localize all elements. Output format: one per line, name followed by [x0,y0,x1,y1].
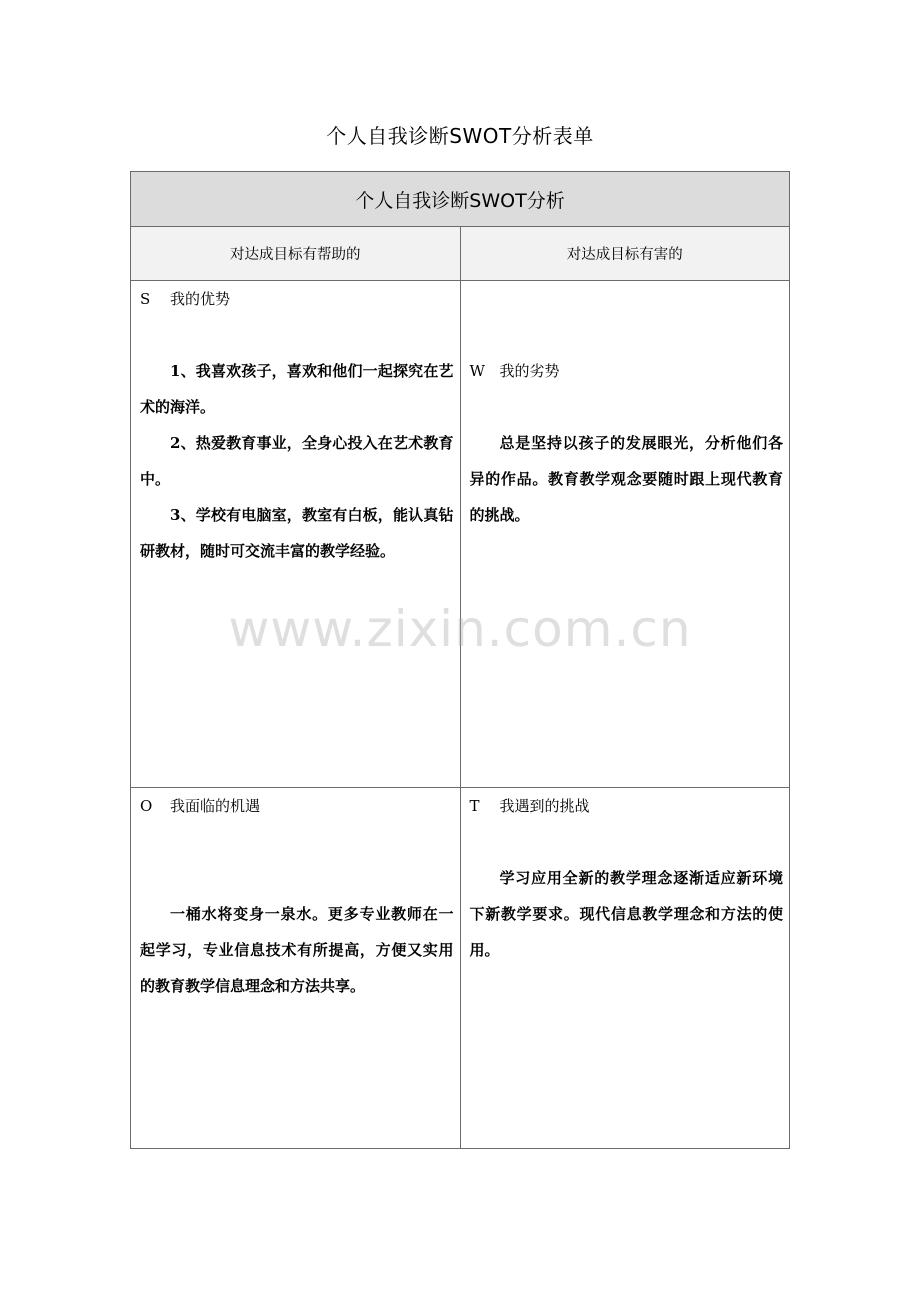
strengths-letter: S [140,290,151,308]
threats-heading [470,788,784,824]
weaknesses-body [470,425,784,533]
column-header-harmful: 对达成目标有害的 [460,227,790,281]
weaknesses-title: 我的劣势 [499,362,560,380]
opportunities-title: 我面临的机遇 [170,797,261,815]
document-title: 个人自我诊断SWOT分析表单 [326,124,594,148]
strengths-paragraph: 1、我喜欢孩子，喜欢和他们一起探究在艺术的海洋。 [140,362,454,416]
swot-table [130,171,790,1149]
opportunities-heading [140,788,454,824]
opportunities-body [140,896,454,1004]
threats-body [470,860,784,968]
strengths-cell [131,281,461,788]
strengths-paragraph: 2、热爱教育事业，全身心投入在艺术教育中。 [140,434,454,488]
threats-letter: T [469,797,480,815]
weaknesses-cell [460,281,790,788]
weaknesses-letter: W [469,362,485,380]
strengths-paragraph: 3、学校有电脑室，教室有白板，能认真钻研教材，随时可交流丰富的教学经验。 [140,506,454,560]
opportunities-paragraph: 一桶水将变身一泉水。更多专业教师在一起学习，专业信息技术有所提高，方便又实用的教育教学信息理念和方法共享。 [140,905,454,995]
threats-title: 我遇到的挑战 [499,797,590,815]
watermark: www.zixin.com.cn [228,600,692,658]
threats-cell [460,788,790,1149]
strengths-heading [140,281,454,317]
opportunities-cell [131,788,461,1149]
column-header-helpful: 对达成目标有帮助的 [131,227,461,281]
weaknesses-paragraph: 总是坚持以孩子的发展眼光，分析他们各异的作品。教育教学观念要随时跟上现代教育的挑战。 [469,434,783,524]
table-header: 个人自我诊断SWOT分析 [131,172,790,227]
opportunities-letter: O [140,797,153,815]
strengths-body [140,353,454,569]
weaknesses-heading [470,353,784,389]
strengths-title: 我的优势 [170,290,231,308]
threats-paragraph: 学习应用全新的教学理念逐渐适应新环境下新教学要求。现代信息教学理念和方法的使用。 [469,869,783,959]
